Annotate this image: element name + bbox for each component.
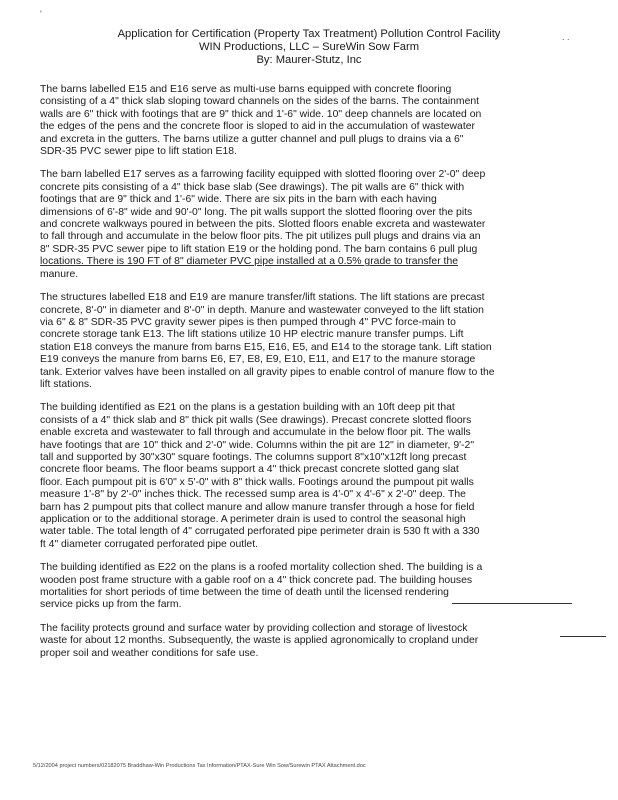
file-path-footer: 5/12/2004 project numbers/02182075 Braddhaw-Win Productions Tax Information/PTAX-Sure Win Sow/Surewin PTAX Attachment.doc — [33, 763, 366, 769]
text-line: water table. The total length of 4" corrugated perforated pipe perimeter drain is 530 ft with a 330 — [40, 526, 480, 538]
document-title: Application for Certification (Property Tax Treatment) Pollution Control Facility — [117, 28, 501, 40]
text-line: and concrete walkways poured in between the pits. Slotted floors enable excreta and wastewater — [40, 219, 486, 231]
text-line: concrete pits consisting of a 4" thick base slab (See drawings). The pit walls are 6" thick with — [40, 181, 465, 193]
document-header — [0, 28, 618, 67]
text-line: service picks up from the farm. — [40, 599, 182, 611]
author-line: By: Maurer-Stutz, Inc — [256, 54, 362, 66]
text-line: via 6" & 8" SDR-35 PVC gravity sewer pipes is then pumped through 4" PVC force-main to — [40, 316, 456, 328]
text-line: waste for about 12 months. Subsequently, the waste is applied agronomically to cropland under — [40, 635, 479, 647]
text-line: manure. — [40, 268, 79, 280]
text-line: application or to the additional storage. A perimeter drain is used to control the seasonal high — [40, 514, 466, 525]
text-line: SDR-35 PVC sewer pipe to lift station E18. — [40, 146, 237, 158]
text-line: and excreta in the gutters. The barns utilize a gutter channel and pull plugs to drains via a 6" — [40, 133, 464, 145]
document-body — [40, 84, 584, 671]
scan-speck: ' — [40, 9, 42, 19]
text-line: mortalities for short periods of time between the time of death until the licensed rendering — [40, 587, 449, 599]
handwritten-strike-mark — [560, 636, 606, 637]
text-line: E19 conveys the manure from barns E6, E7, E8, E9, E10, E11, and E17 to the manure storage — [40, 354, 476, 366]
text-line: floor. Each pumpout pit is 6'0" x 5'-0" with 8" thick walls. Footings around the pumpout pit walls — [40, 476, 474, 488]
paragraph-e21 — [40, 402, 584, 551]
handwritten-underline-mark — [452, 603, 572, 604]
text-line: The facility protects ground and surface water by providing collection and storage of livestock — [40, 622, 468, 634]
text-line: The building identified as E21 on the plans is a gestation building with an 10ft deep pit that — [40, 402, 455, 414]
paragraph-e17 — [40, 169, 584, 281]
text-line: have footings that are 10" thick and 2'-0" wide. Columns within the pit are 12" in diameter, 9'-2" — [40, 439, 475, 451]
text-line: ft 4" diameter corrugated perforated pipe outlet. — [40, 538, 258, 550]
text-line: measure 1'-8" by 2'-0" inches thick. The recessed sump area is 4'-0" x 4'-6" x 2'-0" deep. The — [40, 489, 466, 501]
company-name: WIN Productions, LLC – SureWin Sow Farm — [198, 41, 420, 53]
text-line: consists of a 4" thick slab and 8" thick pit walls (See drawings). Precast concrete slotted floors — [40, 414, 472, 426]
scan-speck: . . — [562, 32, 570, 42]
text-line: enable excreta and wastewater to fall through and accumulate in the below floor pit. The walls — [40, 427, 471, 439]
underlined-text-line: locations. There is 190 FT of 8" diameter PVC pipe installed at a 0.5% grade to transfer the — [40, 256, 459, 268]
text-line: consisting of a 4" thick slab sloping toward channels on the sides of the barns. The containment — [40, 96, 480, 108]
text-line: The structures labelled E18 and E19 are manure transfer/lift stations. The lift stations are precast — [40, 292, 485, 304]
paragraph-e22 — [40, 562, 584, 612]
text-line: lift stations. — [40, 378, 92, 390]
text-line: concrete, 8'-0" in diameter and 8'-0" in depth. Manure and wastewater conveyed to the lift station — [40, 304, 484, 316]
text-line: footings that are 9" thick and 1'-6" wide. There are six pits in the barn with each having — [40, 194, 437, 206]
text-line: dimensions of 6'-8" wide and 90'-0" long. The pit walls support the slotted flooring over the pits — [40, 206, 473, 218]
text-line: to fall through and accumulate in the below floor pits. The pit utilizes pull plugs and drains via an — [40, 231, 481, 243]
text-line: concrete storage tank E13. The lift stations utilize 10 HP electric manure transfer pumps. Lift — [40, 329, 464, 341]
paragraph-e18-e19 — [40, 292, 584, 391]
text-line: 8" SDR-35 PVC sewer pipe to lift station E19 or the holding pond. The barn contains 6 pull plug — [40, 243, 478, 255]
text-line: barn has 2 pumpout pits that collect manure and allow manure transfer through a hose for field — [40, 501, 475, 513]
text-line: concrete floor beams. The floor beams support a 4" thick precast concrete slotted gang slat — [40, 464, 459, 476]
text-line: The building identified as E22 on the plans is a roofed mortality collection shed. The building is a — [40, 562, 483, 574]
paragraph-summary — [40, 623, 584, 660]
text-line: wooden post frame structure with a gable roof on a 4" thick concrete pad. The building houses — [40, 574, 473, 586]
text-line: The barns labelled E15 and E16 serve as multi-use barns equipped with concrete flooring — [40, 84, 452, 95]
text-line: tall and supported by 30"x30" square footings. The columns support 8"x10"x12ft long precast — [40, 451, 467, 463]
text-line: walls are 6" thick with footings that are 9" thick and 1'-6" wide. 10" deep channels are located on — [40, 108, 482, 120]
text-line: The barn labelled E17 serves as a farrowing facility equipped with slotted flooring over 2'-0" deep — [40, 169, 486, 181]
paragraph-e15-e16 — [40, 84, 584, 158]
text-line: station E18 conveys the manure from barns E15, E16, E5, and E14 to the storage tank. Lift station — [40, 341, 492, 353]
text-line: proper soil and weather conditions for safe use. — [40, 647, 259, 659]
text-line: the edges of the pens and the concrete floor is sloped to aid in the accumulation of wastewater — [40, 121, 475, 133]
text-line: tank. Exterior valves have been installed on all gravity pipes to enable control of manure flow to the — [40, 366, 495, 378]
